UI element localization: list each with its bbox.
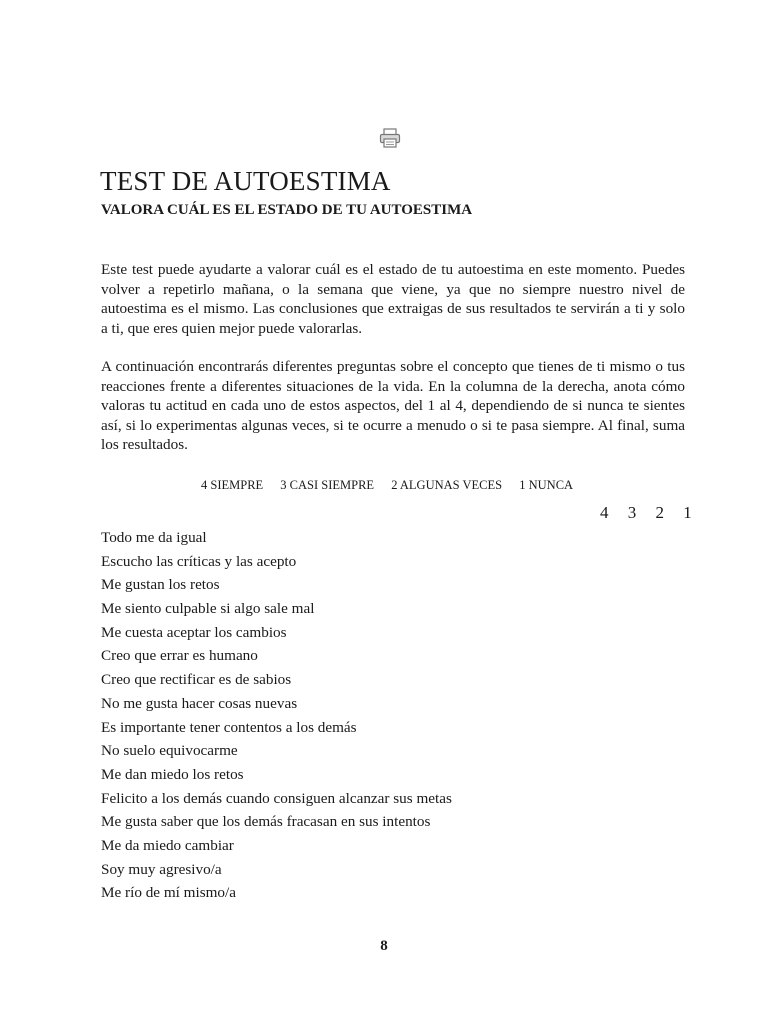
question-item: Creo que errar es humano	[101, 647, 258, 665]
column-header: 4	[600, 503, 609, 522]
question-item: Escucho las críticas y las acepto	[101, 552, 297, 570]
question-list	[101, 526, 452, 905]
page-title: TEST DE AUTOESTIMA	[100, 166, 391, 196]
question-item: Me da miedo cambiar	[101, 836, 234, 854]
page-number: 8	[380, 938, 388, 954]
question-item: Felicito a los demás cuando consiguen alcanzar sus metas	[101, 789, 452, 807]
question-item: Soy muy agresivo/a	[101, 860, 222, 878]
question-item: Es importante tener contentos a los demás	[101, 718, 357, 736]
rating-column-headers	[600, 503, 706, 523]
column-header: 1	[683, 503, 693, 522]
scale-option: 2 ALGUNAS VECES	[391, 478, 503, 492]
scale-option: 4 SIEMPRE	[201, 478, 264, 492]
column-header: 3	[627, 503, 637, 522]
question-item: No me gusta hacer cosas nuevas	[101, 694, 298, 712]
scale-option: 3 CASI SIEMPRE	[280, 478, 375, 492]
rating-scale-legend	[201, 478, 587, 493]
question-item: Todo me da igual	[101, 529, 207, 546]
question-item: Me siento culpable si algo sale mal	[101, 600, 315, 618]
question-item: Creo que rectificar es de sabios	[101, 671, 292, 689]
instructions-paragraph: A continuación encontrarás diferentes preguntas sobre el concepto que tienes de ti mismo o tus reacciones frente a diferentes situaciones de la vida. En la columna de la derecha, anota cómo valoras tu actitud en cada uno de estos aspectos, del 1 al 4, dependiendo de si nunca te sientes así, si lo experimentas algunas veces, si te ocurre a menudo o si te pasa siempre. Al final, suma los resultados.	[101, 358, 685, 454]
question-item: No suelo equivocarme	[101, 742, 238, 760]
scale-option: 1 NUNCA	[519, 478, 574, 492]
question-item: Me cuesta aceptar los cambios	[101, 623, 287, 641]
question-item: Me gusta saber que los demás fracasan en sus intentos	[101, 813, 431, 831]
question-item: Me gustan los retos	[101, 576, 220, 594]
printer-icon[interactable]	[379, 128, 401, 148]
intro-paragraph: Este test puede ayudarte a valorar cuál es el estado de tu autoestima en este momento. Puedes volver a repetirlo mañana, o la semana que viene, ya que no siempre nuestro nivel de autoestima es el mismo. Las conclusiones que extraigas de sus resultados te servirán a ti y solo a ti, que eres quien mejor puede valorarlas.	[101, 261, 685, 337]
page-subtitle: VALORA CUÁL ES EL ESTADO DE TU AUTOESTIMA	[101, 202, 473, 218]
question-item: Me dan miedo los retos	[101, 765, 244, 783]
question-item: Me río de mí mismo/a	[101, 884, 236, 902]
column-header: 2	[655, 503, 665, 522]
